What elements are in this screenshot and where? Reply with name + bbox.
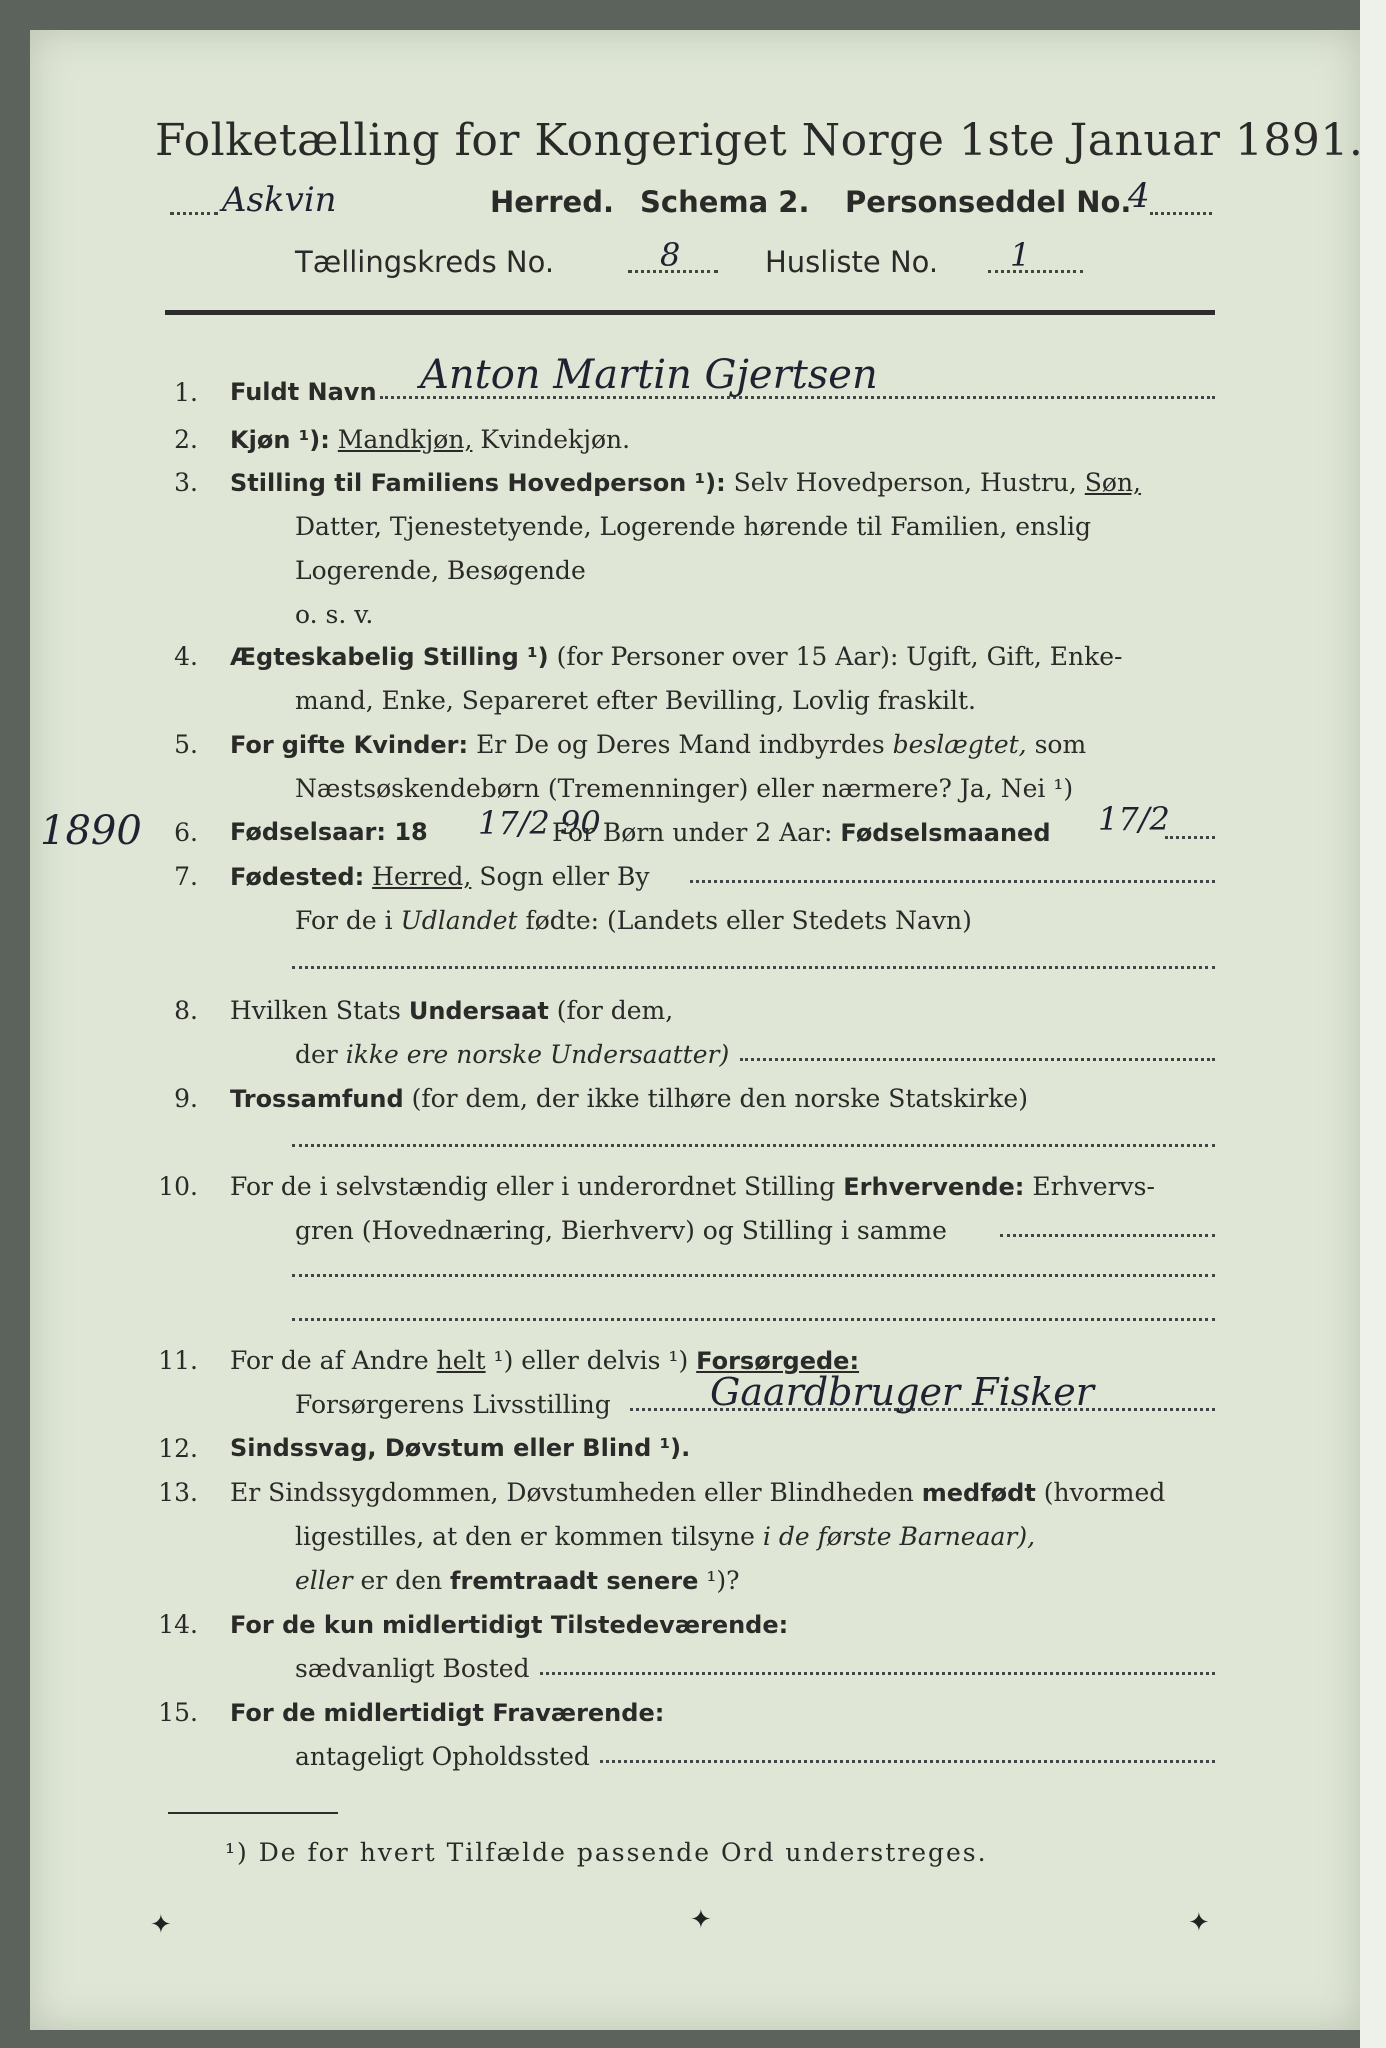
stilling-options-4: o. s. v. bbox=[295, 600, 374, 629]
form-title: Folketælling for Kongeriget Norge 1ste Januar 1891. bbox=[155, 115, 1364, 166]
husliste-dots bbox=[988, 270, 1083, 273]
stilling-options-2: Datter, Tjenestetyende, Logerende hørende til Familien, enslig bbox=[295, 512, 1092, 541]
item-number: 10. bbox=[158, 1172, 198, 1201]
husliste-handwritten: 1 bbox=[1010, 236, 1031, 274]
footnote: ¹) De for hvert Tilfælde passende Ord understreges. bbox=[225, 1838, 988, 1867]
livsstilling-handwritten: Gaardbruger Fisker bbox=[710, 1370, 1094, 1414]
text-13d: ligestilles, at den er kommen tilsyne bbox=[295, 1522, 755, 1551]
label-trossamfund: Trossamfund bbox=[230, 1085, 404, 1113]
label-aegteskabelig: Ægteskabelig Stilling ¹) bbox=[230, 643, 549, 671]
label-opholdssted: antageligt Opholdssted bbox=[295, 1742, 590, 1771]
dots bbox=[600, 1760, 1215, 1763]
herred-label: Herred. bbox=[490, 185, 614, 219]
text-13e: i de første Barneaar), bbox=[762, 1522, 1036, 1551]
text-13a: Er Sindssygdommen, Døvstumheden eller Blindheden bbox=[230, 1478, 914, 1507]
option-helt: helt bbox=[436, 1346, 486, 1375]
text-born-under-2: For Børn under 2 Aar: bbox=[552, 818, 833, 847]
label-sindssvag: Sindssvag, Døvstum eller Blind ¹). bbox=[230, 1434, 691, 1462]
text-13f: eller bbox=[295, 1566, 353, 1595]
option-herred: Herred, bbox=[372, 862, 472, 891]
text-10a: For de i selvstændig eller i underordnet Stilling bbox=[230, 1172, 836, 1201]
dots bbox=[292, 1274, 1215, 1277]
label-erhvervende: Erhvervende: bbox=[843, 1173, 1025, 1201]
label-fodested: Fødested: bbox=[230, 863, 365, 891]
aegteskab-options: (for Personer over 15 Aar): Ugift, Gift, Enke- bbox=[556, 642, 1123, 671]
text-7-2b: fødte: (Landets eller Stedets Navn) bbox=[525, 906, 972, 935]
text-5: Er De og Deres Mand indbyrdes bbox=[476, 730, 885, 759]
herred-dots bbox=[170, 212, 218, 215]
item-number: 12. bbox=[158, 1434, 198, 1463]
label-fodselsmaaned: Fødselsmaaned bbox=[840, 819, 1051, 847]
name-handwritten: Anton Martin Gjertsen bbox=[420, 352, 878, 398]
item-number: 2. bbox=[174, 425, 198, 454]
item-number: 4. bbox=[174, 642, 198, 671]
footnote-rule bbox=[168, 1812, 338, 1814]
label-kjon: Kjøn ¹): bbox=[230, 426, 330, 454]
label-undersaat: Undersaat bbox=[408, 997, 549, 1025]
label-stilling: Stilling til Familiens Hovedperson ¹): bbox=[230, 469, 726, 497]
item-number: 6. bbox=[174, 818, 198, 847]
text-5-2: Næstsøskendebørn (Tremenninger) eller nærmere? Ja, Nei ¹) bbox=[295, 774, 1074, 803]
label-bosted: sædvanligt Bosted bbox=[295, 1654, 530, 1683]
label-fravaerende: midlertidigt Fraværende: bbox=[323, 1699, 665, 1727]
text-8c: (for dem, bbox=[556, 996, 674, 1025]
item-number: 11. bbox=[158, 1346, 198, 1375]
kreds-handwritten: 8 bbox=[660, 236, 681, 274]
option-kvindekjon: Kvindekjøn. bbox=[480, 425, 631, 454]
personseddel-label: Personseddel No. bbox=[845, 185, 1132, 219]
husliste-label: Husliste No. bbox=[765, 245, 939, 279]
dots bbox=[540, 1672, 1215, 1675]
text-8e: ikke ere norske Undersaatter) bbox=[345, 1040, 730, 1069]
kreds-dots bbox=[628, 270, 718, 273]
text-beslaegtet: beslægtet, bbox=[892, 730, 1027, 759]
fodselsaar-handwritten: 17/2 90 bbox=[478, 804, 601, 842]
option-son: Søn, bbox=[1084, 468, 1142, 497]
corner-mark-icon: ✦ bbox=[690, 1905, 712, 1935]
text-14a: For de kun bbox=[230, 1611, 375, 1639]
dots bbox=[740, 1058, 1215, 1061]
text-10d: gren (Hovednæring, Bierhverv) og Stilling i samme bbox=[295, 1216, 947, 1245]
label-fuldt-navn: Fuldt Navn bbox=[230, 378, 377, 406]
schema-label: Schema 2. bbox=[640, 185, 810, 219]
corner-mark-icon: ✦ bbox=[150, 1910, 172, 1940]
text-13c: (hvormed bbox=[1043, 1478, 1166, 1507]
text-7-2a: For de i bbox=[295, 906, 393, 935]
stilling-options: Selv Hovedperson, Hustru, bbox=[733, 468, 1077, 497]
option-sogn-by: Sogn eller By bbox=[479, 862, 650, 891]
label-for: For bbox=[230, 731, 274, 759]
text-15a: For de bbox=[230, 1699, 316, 1727]
census-form-page bbox=[30, 30, 1360, 2030]
item-number: 9. bbox=[174, 1084, 198, 1113]
item-number: 3. bbox=[174, 468, 198, 497]
item-number: 14. bbox=[158, 1610, 198, 1639]
label-fodselsaar: Fødselsaar: 18 bbox=[230, 818, 428, 846]
label-fremtraadt-senere: fremtraadt senere bbox=[450, 1567, 699, 1595]
herred-handwritten: Askvin bbox=[222, 180, 337, 220]
label-medfodt: medfødt bbox=[921, 1479, 1036, 1507]
item-number: 5. bbox=[174, 730, 198, 759]
item-number: 7. bbox=[174, 862, 198, 891]
fodselsmaaned-handwritten: 17/2 bbox=[1098, 800, 1170, 838]
text-13g: er den bbox=[360, 1566, 443, 1595]
label-forsorgede: Forsørgede: bbox=[696, 1347, 860, 1375]
text-13i: ¹)? bbox=[706, 1566, 740, 1595]
dots bbox=[292, 966, 1215, 969]
text-8a: Hvilken Stats bbox=[230, 996, 401, 1025]
item-number: 8. bbox=[174, 996, 198, 1025]
text-udlandet: Udlandet bbox=[400, 906, 518, 935]
text-11c: ¹) eller delvis ¹) bbox=[493, 1346, 689, 1375]
text-som: som bbox=[1034, 730, 1087, 759]
label-gifte-kvinder: gifte Kvinder: bbox=[281, 731, 469, 759]
item-number: 15. bbox=[158, 1698, 198, 1727]
item-number: 1. bbox=[174, 378, 198, 407]
text-11a: For de af Andre bbox=[230, 1346, 429, 1375]
kreds-label: Tællingskreds No. bbox=[295, 245, 555, 279]
text-10c: Erhvervs- bbox=[1032, 1172, 1155, 1201]
page-edge bbox=[1360, 0, 1386, 2048]
item-number: 13. bbox=[158, 1478, 198, 1507]
dots bbox=[292, 1318, 1215, 1321]
stilling-options-3: Logerende, Besøgende bbox=[295, 556, 586, 585]
text-8d: der bbox=[295, 1040, 338, 1069]
dots bbox=[1000, 1234, 1215, 1237]
personseddel-dots bbox=[1150, 212, 1212, 215]
header-rule bbox=[165, 310, 1215, 315]
dots bbox=[292, 1144, 1215, 1147]
dots bbox=[1165, 836, 1215, 839]
margin-year-handwritten: 1890 bbox=[40, 808, 142, 854]
label-forsorgerens-livsstilling: Forsørgerens Livsstilling bbox=[295, 1390, 611, 1419]
option-mandkjon: Mandkjøn, bbox=[337, 425, 473, 454]
dots bbox=[690, 880, 1215, 883]
aegteskab-options-2: mand, Enke, Separeret efter Bevilling, Lovlig fraskilt. bbox=[295, 686, 976, 715]
personseddel-handwritten: 4 bbox=[1128, 176, 1150, 216]
text-9: (for dem, der ikke tilhøre den norske Statskirke) bbox=[411, 1084, 1028, 1113]
label-tilstedevaerende: midlertidigt Tilstedeværende: bbox=[382, 1611, 789, 1639]
corner-mark-icon: ✦ bbox=[1188, 1908, 1210, 1938]
